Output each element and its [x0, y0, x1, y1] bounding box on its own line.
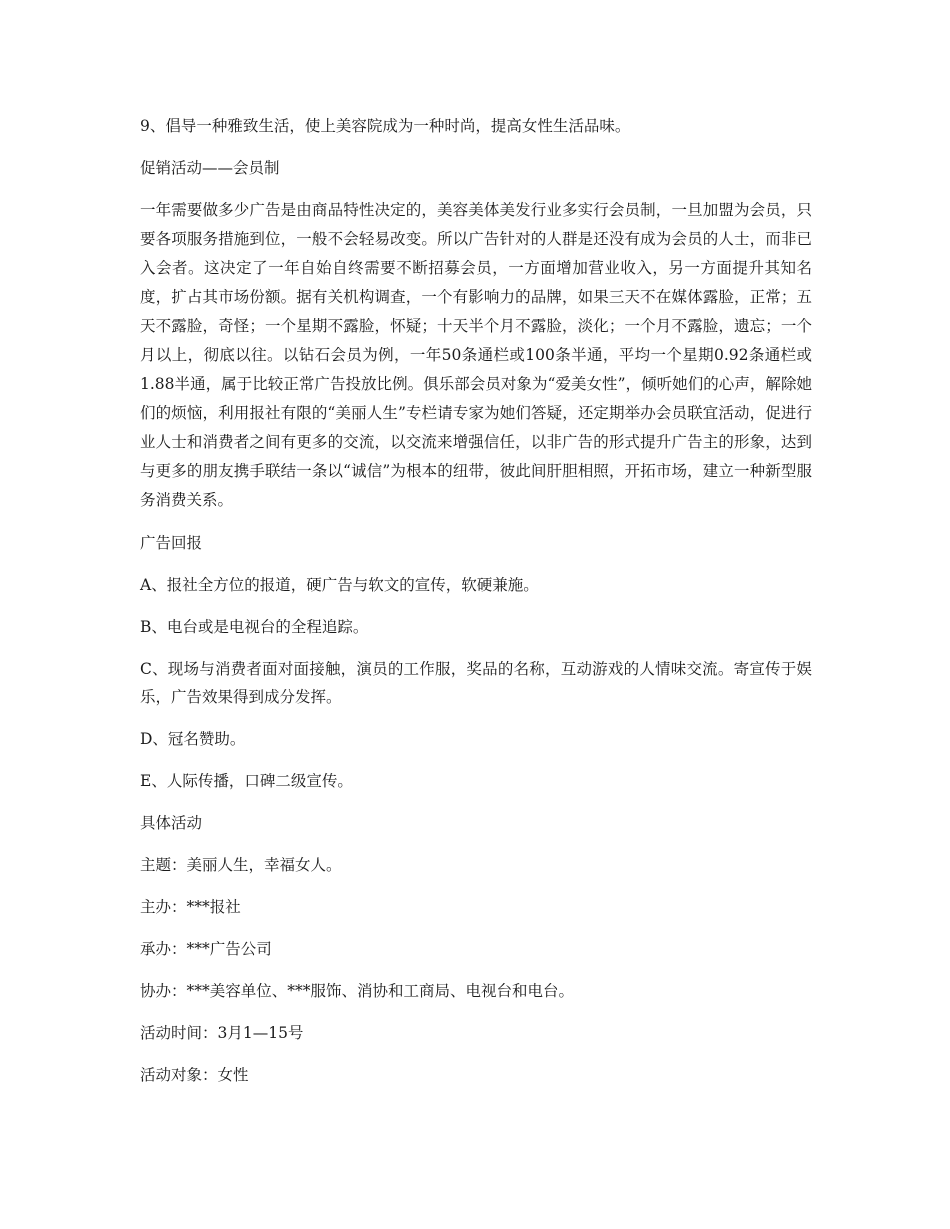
heading-membership-promotion: 促销活动——会员制	[140, 159, 280, 177]
list-item-b: B、电台或是电视台的全程追踪。	[140, 618, 369, 636]
list-item-c: C、现场与消费者面对面接触，演员的工作服，奖品的名称，互动游戏的人情味交流。寄宣传于娱乐，广告效果得到成分发挥。	[140, 660, 812, 706]
heading-specific-activities: 具体活动	[140, 814, 203, 832]
paragraph-membership-body: 一年需要做多少广告是由商品特性决定的，美容美体美发行业多实行会员制，一旦加盟为会员，只要各项服务措施到位，一般不会轻易改变。所以广告针对的人群是还没有成为会员的人士，而非已入会者。这决定了一年自始自终需要不断招募会员，一方面增加营业收入，另一方面提升其知名度，扩占其市场份额。据有关机构调查，一个有影响力的品牌，如果三天不在媒体露脸，正常；五天不露脸，奇怪；一个星期不露脸，怀疑；十天半个月不露脸，淡化；一个月不露脸，遗忘；一个月以上，彻底以往。以钻石会员为例，一年50条通栏或100条半通，平均一个星期0.92条通栏或1.88半通，属于比较正常广告投放比例。俱乐部会员对象为“爱美女性”，倾听她们的心声，解除她们的烦恼，利用报社有限的“美丽人生”专栏请专家为她们答疑，还定期举办会员联宜活动，促进行业人士和消费者之间有更多的交流，以交流来增强信任，以非广告的形式提升广告主的形象，达到与更多的朋友携手联结一条以“诚信”为根本的纽带，彼此间肝胆相照，开拓市场，建立一种新型服务消费关系。	[140, 201, 812, 509]
activity-host: 主办：***报社	[140, 898, 241, 916]
activity-organizer: 承办：***广告公司	[140, 940, 272, 958]
document-page	[140, 112, 812, 1103]
activity-co-organizers: 协办：***美容单位、***服饰、消协和工商局、电视台和电台。	[140, 982, 575, 1000]
activity-audience: 活动对象：女性	[140, 1066, 249, 1084]
list-item-a: A、报社全方位的报道，硬广告与软文的宣传，软硬兼施。	[140, 576, 539, 594]
heading-ad-returns: 广告回报	[140, 534, 203, 552]
list-item-d: D、冠名赞助。	[140, 730, 246, 748]
activity-time: 活动时间：3月1—15号	[140, 1024, 304, 1042]
activity-theme: 主题：美丽人生，幸福女人。	[140, 856, 342, 874]
list-item-e: E、人际传播，口碑二级宣传。	[140, 772, 353, 790]
paragraph-goal-9: 9、倡导一种雅致生活，使上美容院成为一种时尚，提高女性生活品味。	[140, 117, 631, 135]
